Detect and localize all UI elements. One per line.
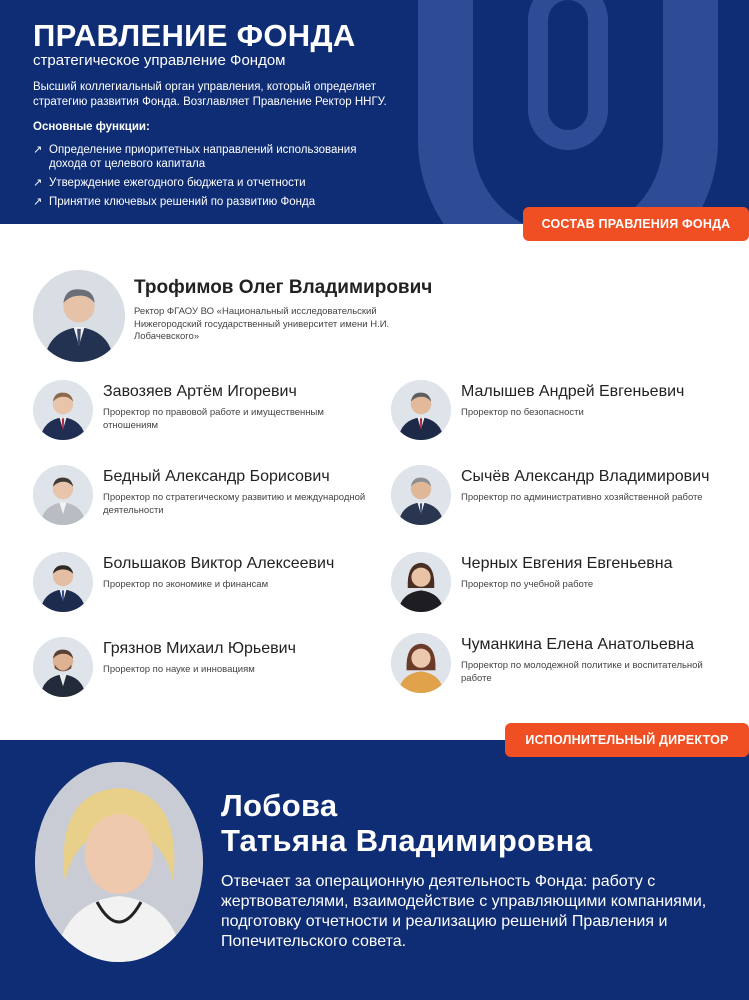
member-name: Завозяев Артём Игоревич xyxy=(103,383,297,400)
member-role: Проректор по молодежной политике и воспитательной работе xyxy=(461,660,703,684)
member-role: Проректор по стратегическому развитию и международной деятельности xyxy=(103,492,366,516)
member-photo xyxy=(33,552,93,612)
page-title: ПРАВЛЕНИЕ ФОНДА xyxy=(33,18,356,53)
member-role: Проректор по экономике и финансам xyxy=(103,579,269,590)
member-name: Черных Евгения Евгеньевна xyxy=(461,555,673,572)
member-role: Проректор по правовой работе и имущественным отношениям xyxy=(103,407,324,431)
arrow-icon: ↗ xyxy=(33,177,43,189)
member-name: Грязнов Михаил Юрьевич xyxy=(103,640,296,657)
executive-name: Лобова Татьяна Владимировна xyxy=(221,788,593,858)
arrow-icon: ↗ xyxy=(33,196,43,208)
member-photo xyxy=(391,465,451,525)
board-description: Высший коллегиальный орган управления, который определяет стратегию развития Фонда. Возглавляет Правление Ректор ННГУ. xyxy=(33,81,387,108)
member-name: Большаков Виктор Алексеевич xyxy=(103,555,335,572)
member-card xyxy=(33,465,383,535)
chair-name: Трофимов Олег Владимирович xyxy=(134,277,433,298)
executive-director-badge: ИСПОЛНИТЕЛЬНЫЙ ДИРЕКТОР xyxy=(505,723,749,757)
board-header xyxy=(0,0,749,224)
member-card xyxy=(391,633,741,703)
member-photo xyxy=(391,552,451,612)
member-photo xyxy=(33,637,93,697)
member-name: Малышев Андрей Евгеньевич xyxy=(461,383,685,400)
member-name: Сычёв Александр Владимирович xyxy=(461,468,710,485)
function-item: ↗ Утверждение ежегодного бюджета и отчетности xyxy=(33,177,306,189)
member-photo xyxy=(33,380,93,440)
chair-role: Ректор ФГАОУ ВО «Национальный исследовательский Нижегородский государственный университет имени Н.И. Лобачевского» xyxy=(134,306,390,342)
chair-photo xyxy=(33,270,125,362)
member-role: Проректор по административно хозяйственной работе xyxy=(461,492,703,503)
member-photo xyxy=(391,380,451,440)
member-name: Бедный Александр Борисович xyxy=(103,468,330,485)
member-photo xyxy=(391,633,451,693)
member-card xyxy=(391,552,741,622)
function-item: ↗ Определение приоритетных направлений использования дохода от целевого капитала xyxy=(33,144,357,170)
executive-photo xyxy=(35,762,203,962)
member-photo xyxy=(33,465,93,525)
member-card xyxy=(33,637,383,707)
university-logo-icon xyxy=(418,0,718,224)
functions-title: Основные функции: xyxy=(33,121,150,133)
member-card xyxy=(391,380,741,450)
member-card xyxy=(33,552,383,622)
arrow-icon: ↗ xyxy=(33,144,43,156)
executive-description: Отвечает за операционную деятельность Фонда: работу с жертвователями, взаимодействие с управляющими компаниями, подготовку отчетности и реализацию решений Правления и Попечительского совета. xyxy=(221,873,707,950)
member-role: Проректор по безопасности xyxy=(461,407,584,418)
board-composition-badge: СОСТАВ ПРАВЛЕНИЯ ФОНДА xyxy=(523,207,749,241)
member-role: Проректор по науке и инновациям xyxy=(103,664,255,675)
member-card xyxy=(33,380,383,450)
executive-director-section xyxy=(0,740,749,1000)
page-subtitle: стратегическое управление Фондом xyxy=(33,52,286,69)
member-name: Чуманкина Елена Анатольевна xyxy=(461,636,694,653)
member-card xyxy=(391,465,741,535)
function-item: ↗ Принятие ключевых решений по развитию Фонда xyxy=(33,196,316,208)
member-role: Проректор по учебной работе xyxy=(461,579,594,590)
functions-list xyxy=(33,143,393,214)
